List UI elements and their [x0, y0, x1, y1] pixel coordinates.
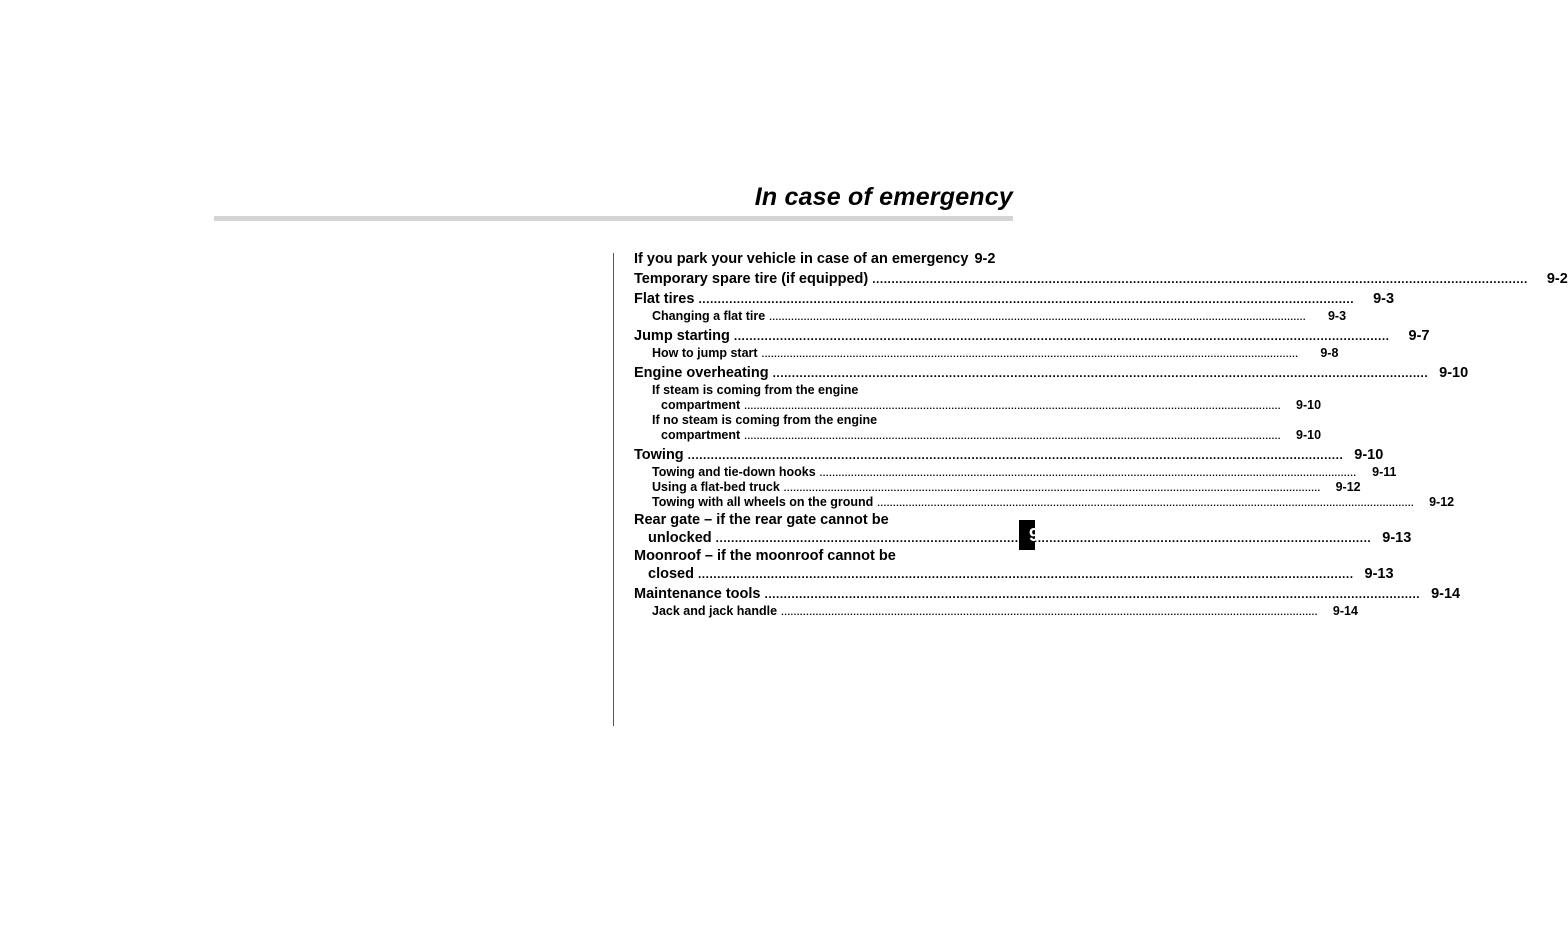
- toc-entry-page: 9-3: [1327, 309, 1347, 323]
- toc-entry-rear-gate[interactable]: [634, 512, 1412, 548]
- leader-dots: [744, 399, 1281, 414]
- toc-entry-changing-flat-tire[interactable]: [634, 309, 1347, 324]
- leader-dots: [698, 289, 1354, 309]
- leader-dots: [773, 363, 1429, 383]
- leader-dots: [744, 429, 1281, 444]
- toc-entry-label-line1: If steam is coming from the engine: [652, 383, 859, 397]
- toc-entry-steam-from-engine[interactable]: [634, 383, 1322, 413]
- leader-dots: [698, 565, 1354, 584]
- toc-entry-label: Engine overheating: [634, 365, 769, 381]
- toc-entry-towing[interactable]: [634, 445, 1384, 465]
- toc-entry-label: Using a flat-bed truck: [652, 480, 780, 494]
- table-of-contents: [634, 249, 1568, 619]
- toc-entry-label-line2: compartment: [661, 428, 741, 442]
- toc-entry-page: 9-14: [1332, 604, 1358, 618]
- toc-entry-page: 9-11: [1372, 465, 1397, 479]
- toc-entry-label-line2: closed: [648, 566, 694, 582]
- toc-entry-towing-all-wheels[interactable]: [634, 495, 1455, 510]
- toc-entry-page: 9-7: [1408, 328, 1430, 344]
- toc-entry-how-to-jump-start[interactable]: [634, 346, 1339, 361]
- toc-entry-page: 9-10: [1439, 365, 1469, 381]
- toc-entry-park-vehicle[interactable]: [634, 249, 1012, 269]
- leader-dots: [872, 269, 1528, 289]
- chapter-tab[interactable]: [1019, 520, 1040, 550]
- toc-entry-flat-tires[interactable]: [634, 289, 1395, 309]
- toc-entry-page: 9-10: [1296, 428, 1322, 442]
- toc-entry-no-steam-from-engine[interactable]: [634, 413, 1322, 443]
- toc-entry-flat-bed-truck[interactable]: [634, 480, 1361, 495]
- toc-entry-label: Jack and jack handle: [652, 604, 778, 618]
- leader-dots: [877, 496, 1414, 511]
- toc-entry-label: If you park your vehicle in case of an emergency: [634, 251, 969, 267]
- toc-entry-label: Maintenance tools: [634, 586, 761, 602]
- toc-entry-label: Flat tires: [634, 291, 695, 307]
- toc-entry-towing-hooks[interactable]: [634, 465, 1397, 480]
- leader-dots: [716, 529, 1372, 548]
- toc-entry-page: 9-2: [974, 251, 996, 267]
- toc-entry-label: Temporary spare tire (if equipped): [634, 271, 869, 287]
- leader-dots: [820, 466, 1357, 481]
- toc-entry-page: 9-3: [1373, 291, 1395, 307]
- toc-entry-temporary-spare-tire[interactable]: [634, 269, 1568, 289]
- toc-entry-label-line2: compartment: [661, 398, 741, 412]
- toc-entry-label: Towing with all wheels on the ground: [652, 495, 874, 509]
- leader-dots: [688, 445, 1344, 465]
- toc-entry-page: 9-2: [1546, 271, 1568, 287]
- toc-entry-label: Towing: [634, 447, 684, 463]
- toc-entry-page: 9-13: [1382, 530, 1412, 546]
- toc-entry-maintenance-tools[interactable]: [634, 584, 1461, 604]
- leader-dots: [765, 584, 1421, 604]
- toc-entry-label: How to jump start: [652, 346, 758, 360]
- toc-entry-page: 9-13: [1364, 566, 1394, 582]
- leader-dots: [769, 310, 1306, 325]
- toc-entry-page: 9-12: [1429, 495, 1455, 509]
- toc-entry-label: Towing and tie-down hooks: [652, 465, 816, 479]
- toc-entry-moonroof[interactable]: [634, 548, 1394, 584]
- chapter-tab-label: 9: [1029, 525, 1040, 545]
- chapter-title: In case of emergency: [754, 183, 1013, 211]
- toc-entry-engine-overheating[interactable]: [634, 363, 1469, 383]
- toc-entry-label-line1: Rear gate – if the rear gate cannot be: [634, 512, 889, 528]
- toc-entry-page: 9-14: [1431, 586, 1461, 602]
- toc-entry-label-line2: unlocked: [648, 530, 712, 546]
- toc-entry-jump-starting[interactable]: [634, 326, 1430, 346]
- toc-entry-page: 9-10: [1354, 447, 1384, 463]
- leader-dots: [781, 605, 1318, 620]
- toc-entry-label-line1: If no steam is coming from the engine: [652, 413, 878, 427]
- leader-dots: [734, 326, 1390, 346]
- toc-entry-label: Jump starting: [634, 328, 730, 344]
- column-divider: [613, 253, 614, 726]
- toc-entry-page: 9-10: [1296, 398, 1322, 412]
- toc-entry-page: 9-8: [1320, 346, 1339, 360]
- toc-entry-page: 9-12: [1335, 480, 1361, 494]
- leader-dots: [784, 481, 1321, 496]
- leader-dots: [762, 347, 1299, 362]
- title-rule: [214, 216, 1013, 221]
- toc-entry-label: Changing a flat tire: [652, 309, 766, 323]
- toc-entry-jack-and-handle[interactable]: [634, 604, 1358, 619]
- toc-entry-label-line1: Moonroof – if the moonroof cannot be: [634, 548, 896, 564]
